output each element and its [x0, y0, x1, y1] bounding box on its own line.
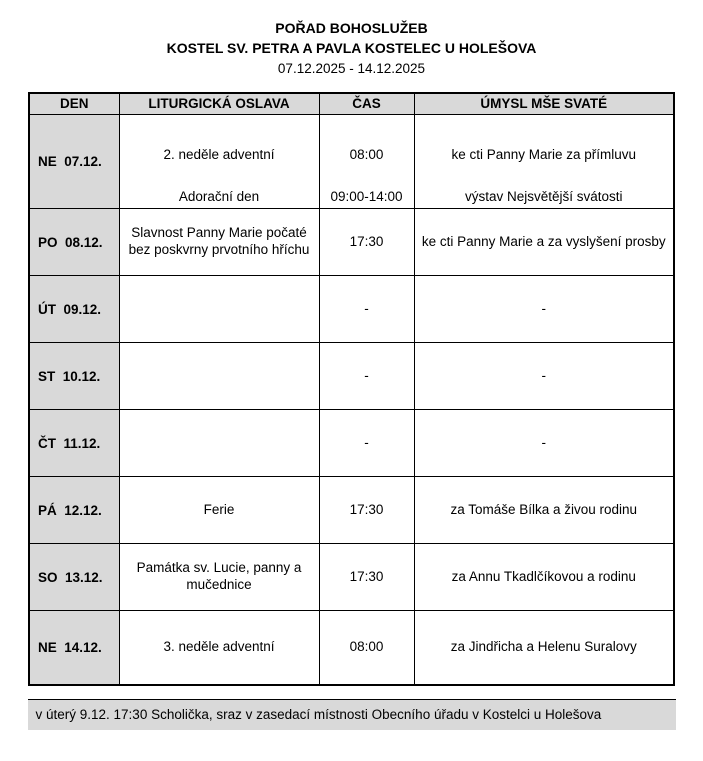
celebration-cell: Ferie: [119, 477, 319, 544]
time-cell: [319, 114, 414, 209]
day-cell: SO 13.12.: [29, 544, 119, 611]
celebration-entry: 2. neděle adventní: [163, 146, 275, 162]
intention-cell: -: [414, 410, 674, 477]
time-cell: 08:00: [319, 611, 414, 685]
day-cell: NE 14.12.: [29, 611, 119, 685]
day-cell: PÁ 12.12.: [29, 477, 119, 544]
time-cell: 17:30: [319, 209, 414, 276]
header-cell-oslava: LITURGICKÁ OSLAVA: [119, 93, 319, 114]
time-entry: 09:00-14:00: [330, 189, 403, 205]
header-cell-umysl: ÚMYSL MŠE SVATÉ: [414, 93, 674, 114]
celebration-cell: Památka sv. Lucie, panny a mučednice: [119, 544, 319, 611]
footer-note: v úterý 9.12. 17:30 Scholička, sraz v zasedací místnosti Obecního úřadu v Kostelci u Holešova: [28, 699, 676, 731]
intention-cell: za Annu Tkadlčíkovou a rodinu: [414, 544, 674, 611]
intention-cell: -: [414, 343, 674, 410]
table-row: [29, 544, 674, 611]
day-cell: ČT 11.12.: [29, 410, 119, 477]
intention-cell: za Jindřicha a Helenu Suralovy: [414, 611, 674, 685]
celebration-entry: Adorační den: [178, 189, 260, 205]
day-cell: ÚT 09.12.: [29, 276, 119, 343]
day-cell: NE 07.12.: [29, 114, 119, 209]
header-cell-cas: ČAS: [319, 93, 414, 114]
intention-cell: [414, 114, 674, 209]
time-cell: 17:30: [319, 477, 414, 544]
table-header: [29, 93, 674, 114]
table-row: [29, 477, 674, 544]
celebration-cell: Slavnost Panny Marie počaté bez poskvrny prvotního hříchu: [119, 209, 319, 276]
table-row: [29, 114, 674, 209]
header-row: [29, 93, 674, 114]
time-cell: 17:30: [319, 544, 414, 611]
table-row: [29, 611, 674, 685]
title-block: [0, 20, 703, 76]
intention-cell: ke cti Panny Marie a za vyslyšení prosby: [414, 209, 674, 276]
intention-cell: -: [414, 276, 674, 343]
schedule-table: [28, 92, 675, 686]
time-cell: -: [319, 410, 414, 477]
intention-entry: ke cti Panny Marie za přímluvu: [451, 146, 637, 162]
table-row: [29, 410, 674, 477]
day-cell: PO 08.12.: [29, 209, 119, 276]
intention-entry: výstav Nejsvětější svátosti: [464, 189, 623, 205]
header-cell-den: DEN: [29, 93, 119, 114]
table-row: [29, 343, 674, 410]
date-range: 07.12.2025 - 14.12.2025: [277, 61, 426, 76]
table-row: [29, 276, 674, 343]
celebration-cell: 3. neděle adventní: [119, 611, 319, 685]
celebration-cell: [119, 410, 319, 477]
time-cell: -: [319, 343, 414, 410]
celebration-cell: [119, 343, 319, 410]
church-name: KOSTEL SV. PETRA A PAVLA KOSTELEC U HOLEŠOVA: [166, 40, 537, 56]
page-title: POŘAD BOHOSLUŽEB: [275, 20, 428, 36]
celebration-cell: [119, 114, 319, 209]
intention-cell: za Tomáše Bílka a živou rodinu: [414, 477, 674, 544]
table-row: [29, 209, 674, 276]
day-cell: ST 10.12.: [29, 343, 119, 410]
time-cell: -: [319, 276, 414, 343]
time-entry: 08:00: [349, 146, 384, 162]
celebration-cell: [119, 276, 319, 343]
